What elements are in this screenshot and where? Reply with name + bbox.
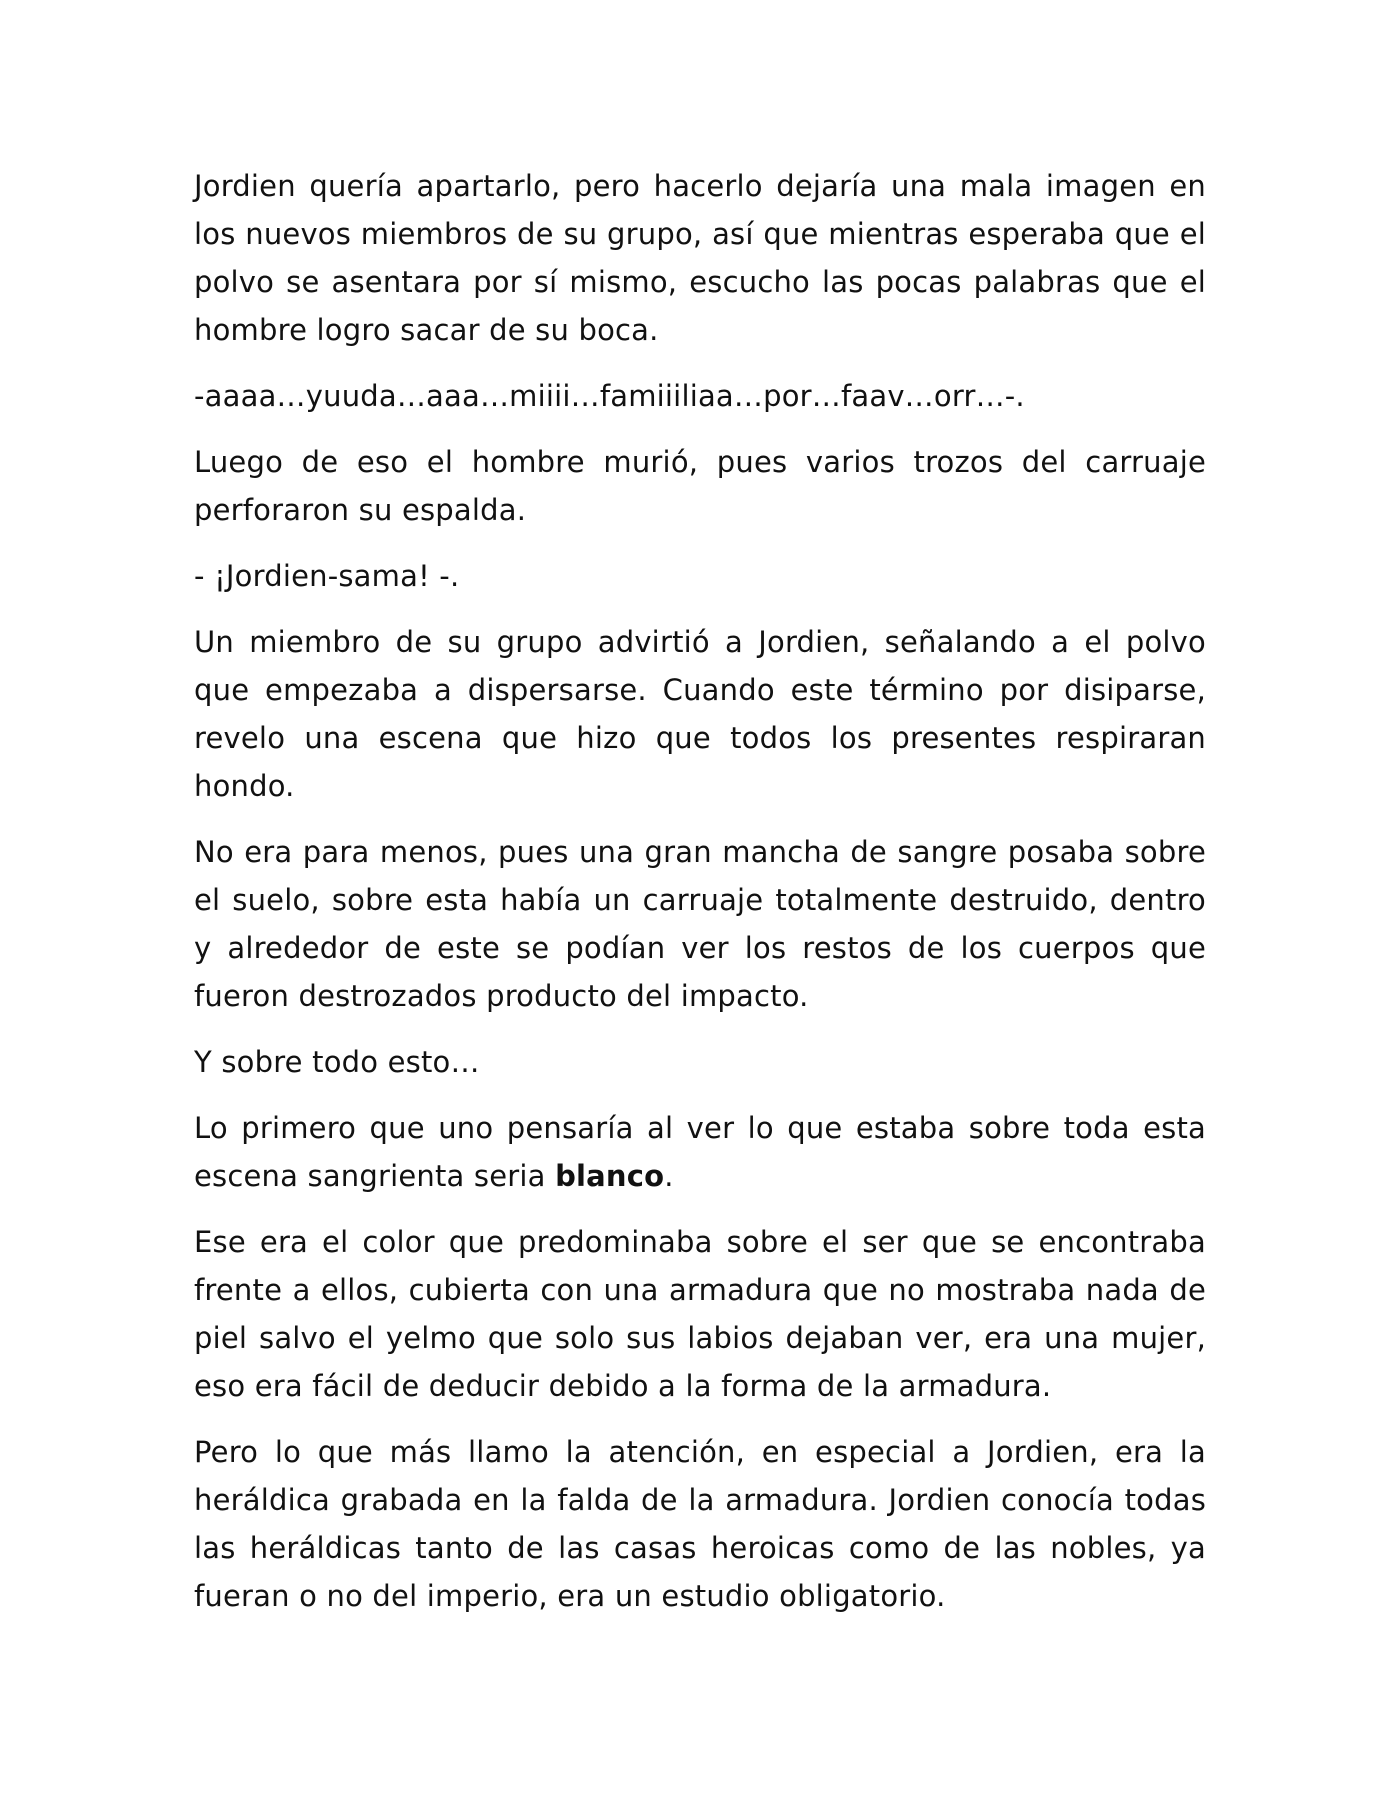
paragraph-4-dialogue: - ¡Jordien-sama! -.	[194, 559, 460, 593]
paragraph-1: Jordien quería apartarlo, pero hacerlo dejaría una mala imagen en los nuevos miembros de su grupo, así que mientras esperaba que el polvo se asentara por sí mismo, escucho las pocas palabras que el hombre logro sacar de su boca.	[194, 169, 1206, 347]
paragraph-3: Luego de eso el hombre murió, pues varios trozos del carruaje perforaron su espalda.	[194, 445, 1206, 527]
paragraph-8-text-after: .	[664, 1159, 674, 1193]
paragraph-10: Pero lo que más llamo la atención, en especial a Jordien, era la heráldica grabada en la falda de la armadura. Jordien conocía todas las heráldicas tanto de las casas heroicas como de las nobles, ya fueran o no del imperio, era un estudio obligatorio.	[194, 1435, 1206, 1613]
paragraph-5: Un miembro de su grupo advirtió a Jordien, señalando a el polvo que empezaba a dispersarse. Cuando este término por disiparse, revelo una escena que hizo que todos los presentes respiraran hondo.	[194, 625, 1206, 803]
paragraph-8-bold-word: blanco	[555, 1159, 665, 1193]
document-body	[194, 162, 1206, 1638]
paragraph-2-dialogue: -aaaa…yuuda…aaa…miiii…famiiiliaa…por…faav…orr…-.	[194, 379, 1025, 413]
paragraph-8	[194, 1104, 1206, 1200]
paragraph-8-text-before: Lo primero que uno pensaría al ver lo que estaba sobre toda esta escena sangrienta seria	[194, 1111, 1206, 1193]
paragraph-6: No era para menos, pues una gran mancha de sangre posaba sobre el suelo, sobre esta había un carruaje totalmente destruido, dentro y alrededor de este se podían ver los restos de los cuerpos que fueron destrozados producto del impacto.	[194, 835, 1206, 1013]
paragraph-9: Ese era el color que predominaba sobre el ser que se encontraba frente a ellos, cubierta con una armadura que no mostraba nada de piel salvo el yelmo que solo sus labios dejaban ver, era una mujer, eso era fácil de deducir debido a la forma de la armadura.	[194, 1225, 1206, 1403]
paragraph-7: Y sobre todo esto…	[194, 1045, 480, 1079]
